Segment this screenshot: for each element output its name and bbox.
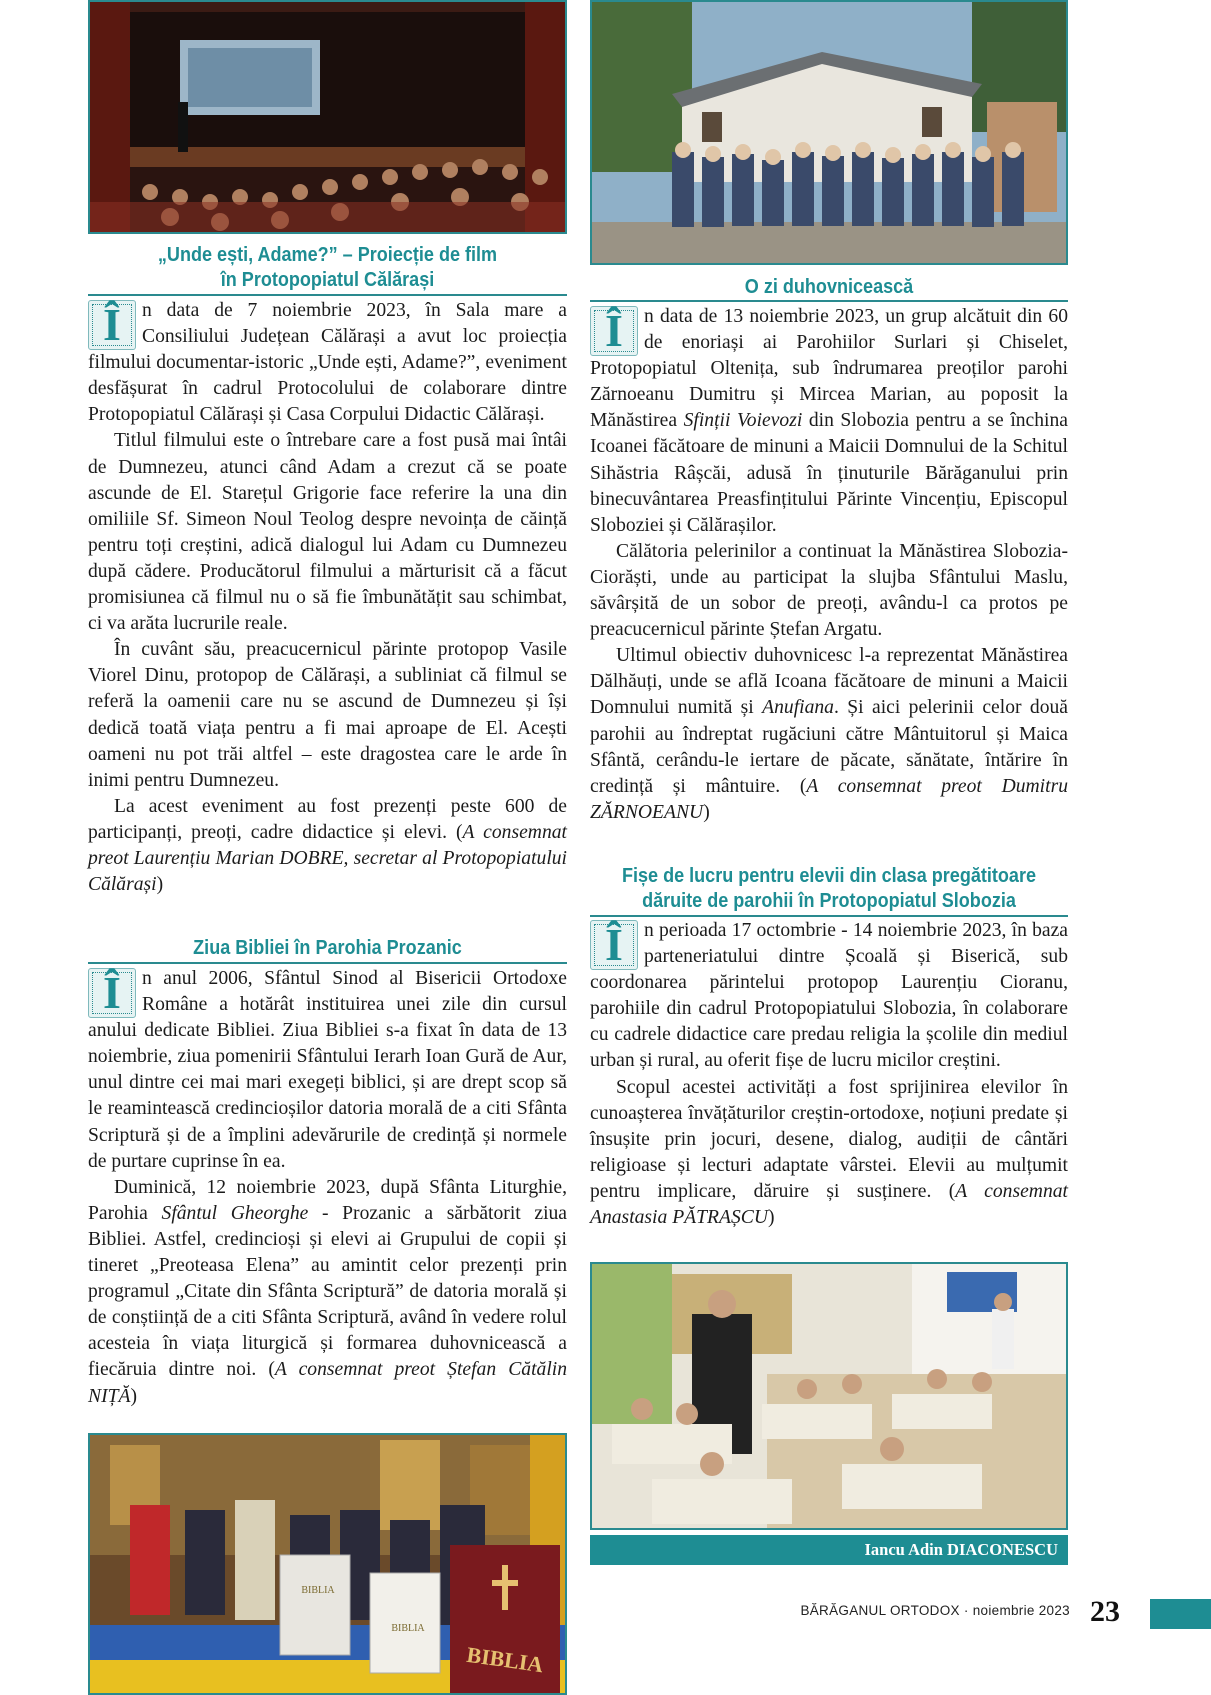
fise-title-line-2: dăruite de parohii în Protopopiatul Slobozia xyxy=(642,889,1016,912)
fise-paragraph-1: Î n perioada 17 octombrie - 14 noiembrie 2023, în baza parteneriatului dintre Școală și Biserică, sub coordonarea părintelui protopop Laurențiu Cioranu, parohiile din cadrul Protopopiatului Slobozia, în colaborare cu cadrele didactice care predau religia la școlile din mediul urban și rural, au oferit fișe de lucru micilor creștini. xyxy=(590,919,1068,1072)
fise-article-title xyxy=(619,863,1040,913)
monastery-illustration xyxy=(592,2,1066,263)
biblia-paragraph-1: Î n anul 2006, Sfântul Sinod al Bisericii Ortodoxe Române a hotărât instituirea unei zile din cursul anului dedicate Bibliei. Ziua Bibliei s-a fixat în data de 13 noiembrie, ziua pomenirii Sfântului Ierarh Ioan Gură de Aur, unul dintre cei mai mari exegeți biblici, și are drept scop să le reamintească credincioșilor datoria morală de a citi Sfânta Scriptură și de a împlini adevărurile de credință și normele de purtare cuprinse în ea. xyxy=(88,967,567,1172)
biblia-signature: A consemnat preot Ștefan Cătălin NIȚĂ xyxy=(88,1359,567,1407)
film-title-line-1: „Unde ești, Adame?” – Proiecție de film xyxy=(157,243,498,266)
fise-title-rule xyxy=(590,915,1068,917)
film-article-title xyxy=(117,242,539,292)
monastery-group-photo xyxy=(590,0,1068,265)
film-title-rule xyxy=(88,294,567,296)
zi-title-rule xyxy=(590,300,1068,302)
film-paragraph-4: La acest eveniment au fost prezenți peste 600 de participanți, preoți, cadre didactice și elevi. (A consemnat preot Laurențiu Marian DOBRE, secretar al Protopopiatului Călărași) xyxy=(88,795,567,896)
fise-paragraph-2: Scopul acestei activități a fost sprijinirea elevilor în cunoașterea învățăturilor creștin-ortodoxe, noțiuni predate și însușite prin jocuri, desene, dialog, audiții de cântări religioase și lecturi adaptate vârstei. Elevii au mulțumit pentru implicare, dăruire și susținere. (A consemnat Anastasia PĂTRAȘCU) xyxy=(590,1076,1068,1229)
film-paragraph-3: În cuvânt său, preacucernicul părinte protopop Vasile Viorel Dinu, protopop de Călărași, a subliniat că filmul se referă la oamenii care nu se ascund de Dumnezeu și își dedică toată viața pentru a fi mai aproape de El. Acești oameni nu pot trăi altfel – este dragostea care le arde în inimi pentru Dumnezeu. xyxy=(88,639,567,791)
biblia-book-label-small: BIBLIA xyxy=(391,1623,425,1634)
film-dropcap: Î xyxy=(88,300,136,350)
zi-dropcap: Î xyxy=(590,306,638,356)
biblia-book-label-large: BIBLIA xyxy=(465,1641,545,1678)
film-paragraph-2: Titlul filmului este o întrebare care a fost pusă mai întâi de Dumnezeu, atunci când Adam a crezut că se poate ascunde de El. Starețul Grigorie face referire la una din omiliile Sf. Simeon Noul Teolog despre nevoința de căință pentru toți creștini, adică dialogul lui Adam cu Dumnezeu după cădere. Producătorul filmului a mărturisit că a făcut promisiunea că filmul nu o să fie îmbunătățit sau schimbat, ci va arăta lucrurile reale. xyxy=(88,430,567,635)
zi-paragraph-3: Ultimul obiectiv duhovnicesc l-a reprezentat Mănăstirea Dălhăuți, unde se află Icoana făcătoare de minuni a Maicii Domnului numită și Anufiana. Și aici pelerinii celor două parohii au îndreptat rugăciuni către Mântuitorul și Maica Sfântă, cerându-le iertare de păcate, sănătate, întărire în credință și mântuire. (A consemnat preot Dumitru ZĂRNOEANU) xyxy=(590,645,1069,823)
film-article-body xyxy=(88,298,567,898)
zi-paragraph-2: Călătoria pelerinilor a continuat la Mănăstirea Slobozia-Ciorăști, unde au participat la slujba Sfântului Maslu, săvârșită de un sobor de preoți, avându-l ca protos pe preacucernicul părinte Ștefan Argatu. xyxy=(590,540,1068,641)
page-number: 23 xyxy=(1090,1595,1120,1628)
fise-dropcap: Î xyxy=(590,920,638,970)
biblia-day-photo xyxy=(88,1433,567,1695)
zi-article-body xyxy=(590,304,1068,826)
biblia-book-label-left: BIBLIA xyxy=(301,1585,335,1596)
footer-accent-bar xyxy=(1150,1599,1211,1629)
zi-article-title: O zi duhovnicească xyxy=(744,275,914,298)
biblia-paragraph-2: Duminică, 12 noiembrie 2023, după Sfânta Liturghie, Parohia Sfântul Gheorghe - Prozanic a sărbătorit ziua Bibliei. Astfel, credincioși și elevi ai Grupului de copii și tineret „Preoteasa Elena” au amintit celor prezenți prin programul „Citate din Sfânta Scriptură” de datoria morală și de conștiință de a citi Sfânta Scriptură, având în vedere rolul acesteia în viața liturgică și formarea duhovnicească a fiecăruia dintre noi. (A consemnat preot Ștefan Cătălin NIȚĂ) xyxy=(88,1176,568,1407)
classroom-illustration xyxy=(592,1264,1066,1528)
fise-title-line-1: Fișe de lucru pentru elevii din clasa pregătitoare xyxy=(621,864,1037,887)
biblia-article-body xyxy=(88,966,567,1410)
biblia-article-title: Ziua Bibliei în Parohia Prozanic xyxy=(193,936,462,959)
classroom-photo xyxy=(590,1262,1068,1530)
photo-credit-bar: Iancu Adin DIACONESCU xyxy=(590,1535,1068,1565)
film-signature: A consemnat preot Laurențiu Marian DOBRE, secretar al Protopopiatului Călărași xyxy=(88,821,567,896)
zi-paragraph-1: Î n data de 13 noiembrie 2023, un grup alcătuit din 60 de enoriași ai Parohiilor Surlari și Chiselet, Protopopiatul Oltenița, sub îndrumarea preoților parohi Zărnoeanu Dumitru și Mircea Marian, au poposit la Mănăstirea Sfinții Voievozi din Slobozia pentru a se închina Icoanei făcătoare de minuni a Maicii Domnului de la Schitul Sihăstria Râșcăi, adusă în ținuturile Bărăganului prin binecuvântarea Preasfințitului Părinte Vincențiu, Episcopul Sloboziei și Călărașilor. xyxy=(590,305,1068,536)
biblia-dropcap: Î xyxy=(88,968,136,1018)
auditorium-illustration xyxy=(90,2,565,232)
film-paragraph-1: Î n data de 7 noiembrie 2023, în Sala mare a Consiliului Județean Călărași a avut loc proiecția filmului documentar-istoric „Unde ești, Adame?”, eveniment desfășurat în cadrul Protocolului de colaborare dintre Protopopiatul Călărași și Casa Corpului Didactic Călărași. xyxy=(88,299,567,426)
biblia-title-rule xyxy=(88,962,567,964)
film-projection-photo xyxy=(88,0,567,234)
publication-footer: BĂRĂGANUL ORTODOX · noiembrie 2023 xyxy=(800,1603,1070,1618)
zi-signature: A consemnat preot Dumitru ZĂRNOEANU xyxy=(590,775,1068,823)
fise-signature: A consemnat Anastasia PĂTRAȘCU xyxy=(590,1180,1068,1229)
fise-article-body xyxy=(590,918,1068,1231)
film-title-line-2: în Protopopiatul Călărași xyxy=(220,268,435,291)
